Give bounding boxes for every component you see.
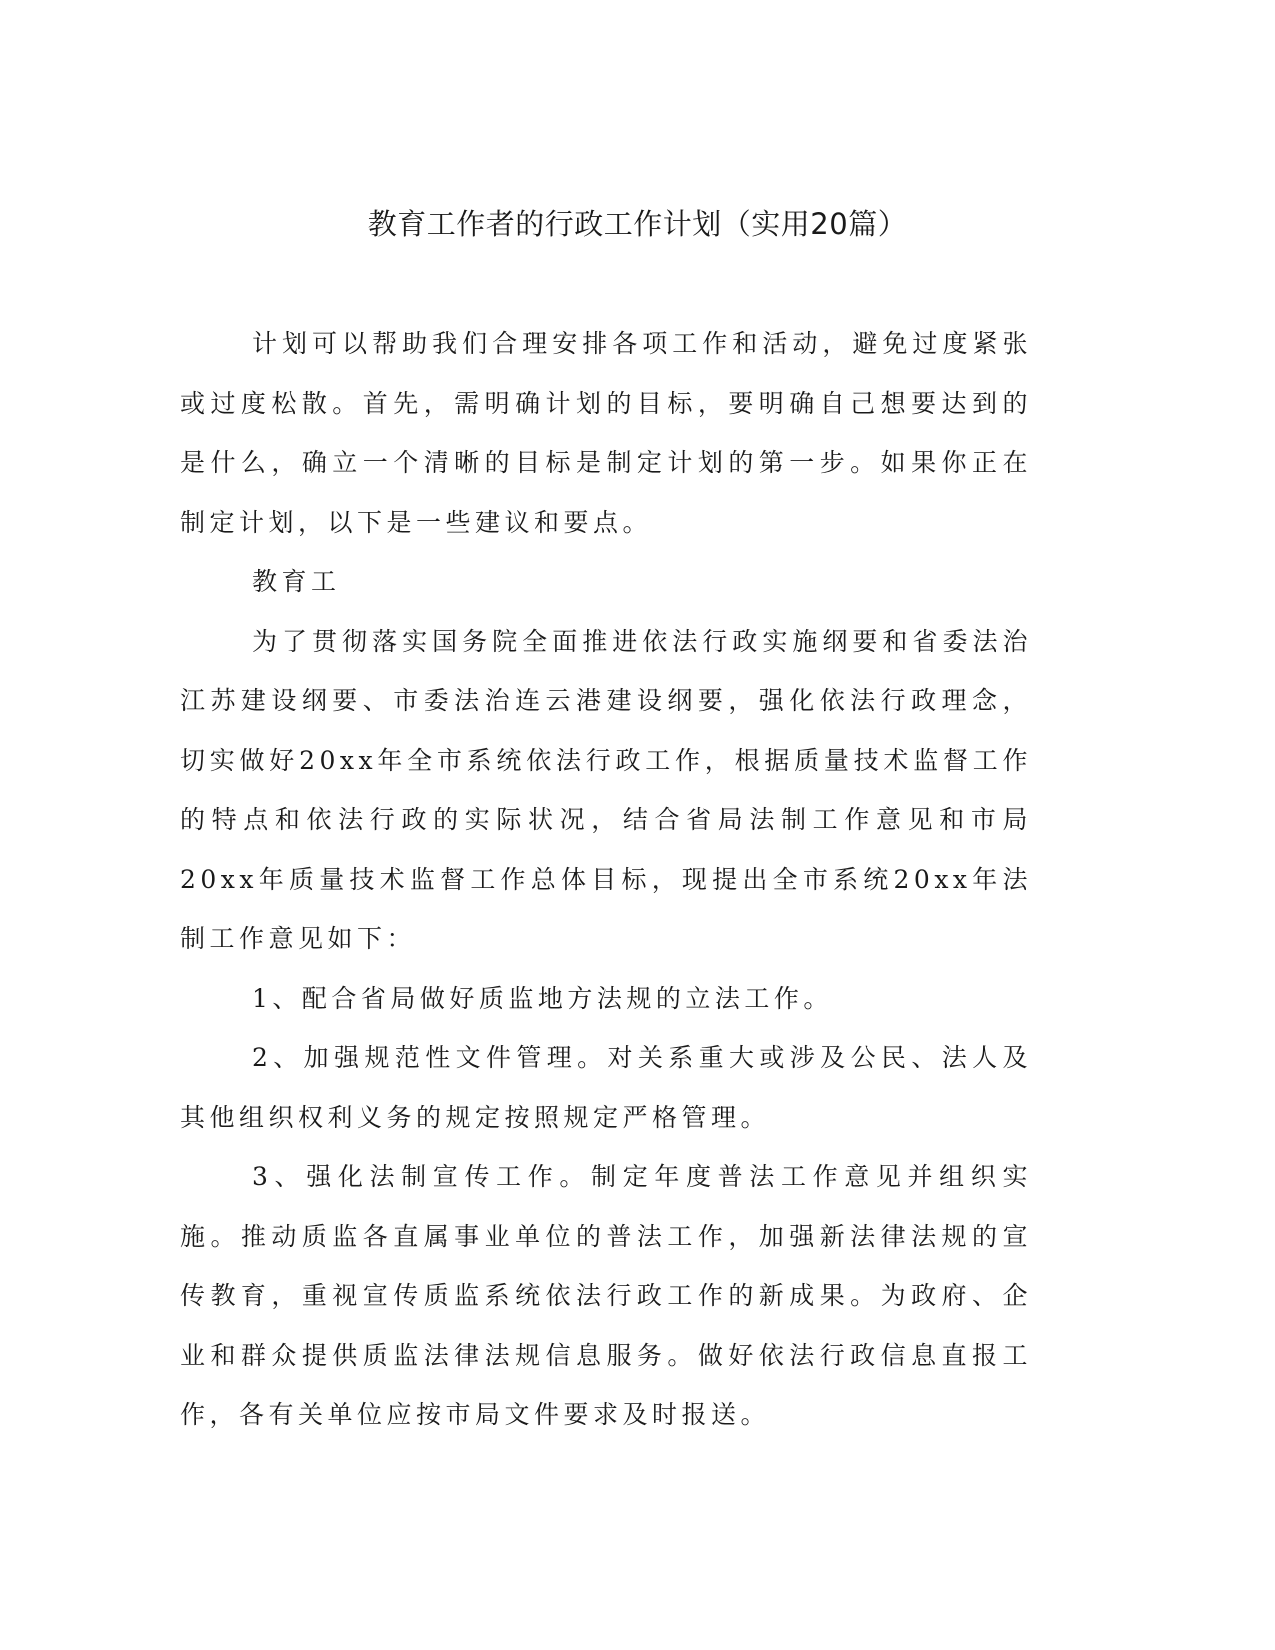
paragraph-item-1: 1、配合省局做好质监地方法规的立法工作。: [252, 983, 833, 1013]
paragraph-intro: 计划可以帮助我们合理安排各项工作和活动，避免过度紧张或过度松散。首先，需明确计划的目标，要明确自己想要达到的是什么，确立一个清晰的目标是制定计划的第一步。如果你正在制定计划，以下是一些建议和要点。: [180, 329, 1032, 537]
document-body: [180, 314, 1032, 1445]
paragraph-preamble: 为了贯彻落实国务院全面推进依法行政实施纲要和省委法治江苏建设纲要、市委法治连云港建设纲要，强化依法行政理念，切实做好20xx年全市系统依法行政工作，根据质量技术监督工作的特点和依法行政的实际状况，结合省局法制工作意见和市局20xx年质量技术监督工作总体目标，现提出全市系统20xx年法制工作意见如下：: [180, 626, 1032, 953]
paragraph-item-3: 3、强化法制宣传工作。制定年度普法工作意见并组织实施。推动质监各直属事业单位的普法工作，加强新法律法规的宣传教育，重视宣传质监系统依法行政工作的新成果。为政府、企业和群众提供质监法律法规信息服务。做好依法行政信息直报工作，各有关单位应按市局文件要求及时报送。: [180, 1162, 1032, 1429]
document-title: 教育工作者的行政工作计划（实用20篇）: [367, 207, 908, 241]
paragraph-heading: 教育工: [252, 567, 341, 596]
paragraph-item-2: 2、加强规范性文件管理。对关系重大或涉及公民、法人及其他组织权利义务的规定按照规定严格管理。: [180, 1043, 1032, 1132]
